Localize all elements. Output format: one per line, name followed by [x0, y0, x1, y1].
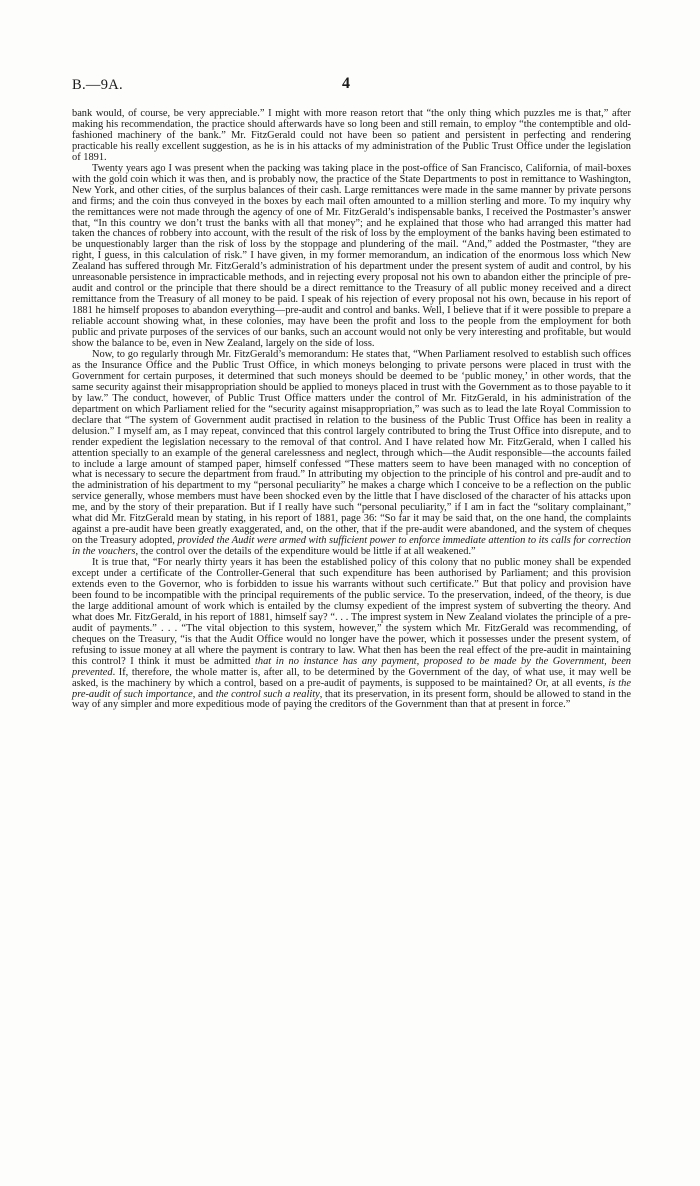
paragraph-4: [72, 558, 631, 711]
text-run: , that its preservation, in its present form, should be allowed to stand in the way of any simpler and more expeditious mode of paying the creditors of the Government than that at present in force.”: [72, 688, 631, 711]
document-reference: B.—9A.: [72, 77, 123, 93]
italic-run: that in no instance has any payment, proposed to be made by the Government, been prevented: [72, 655, 631, 678]
text-run: , the control over the details of the expenditure would be little if at all weakened.”: [135, 546, 476, 558]
paragraph-2: [72, 164, 631, 350]
page-number: 4: [342, 75, 350, 92]
page-header: [72, 77, 632, 97]
text-run: , and: [192, 688, 216, 700]
text-run: bank would, of course, be very appreciable.” I might with more reason retort that “the only thing which puzzles me is that,” after making his recommendation, the practice should afterwards have so long been and still remain, to employ “the contemptible and old-fashioned machinery of the bank.” Mr. FitzGerald could not have been so patient and persistent in perfecting and rendering practicable his really excellent suggestion, as he is in his attacks of my administration of the Public Trust Office under the legislation of 1891.: [72, 108, 631, 163]
italic-run: the control such a reality: [215, 688, 320, 700]
italic-run: provided the Audit were armed with sufficient power to enforce immediate attention to its calls for correction in the vouchers: [72, 535, 631, 558]
paragraph-3: [72, 350, 631, 558]
paragraph-1: [72, 109, 631, 164]
text-run: Twenty years ago I was present when the packing was taking place in the post-office of San Francisco, California, of mail-boxes with the gold coin which it was then, and is probably now, the practice of the State Departments to post in remittance to Washington, New York, and other cities, of the surplus balances of their cash. Large remittances were made in the same manner by private persons and firms; and the coin thus conveyed in the boxes by each mail often amounted to a million sterling and more. To my inquiry why the remittances were not made through the agency of one of Mr. FitzGerald’s indispensable banks, I received the Postmaster’s answer that, “In this country we don’t trust the banks with all that money”; and he explained that those who had arranged this matter had taken the chances of robbery into account, with the result of the risk of loss by the employment of the banks having been estimated to be unquestionably larger than the risk of loss by the stoppage and plundering of the mail. “And,” added the Postmaster, “they are right, I guess, in this calculation of risk.” I have given, in my former memorandum, an indication of the enormous loss which New Zealand has suffered through Mr. FitzGerald’s administration of his department under the present system of audit and control, by his unreasonable persistence in impracticable methods, and in rejecting every proposal not his own to abandon either the principle of pre-audit and control or the principle that there should be a direct remittance to the Treasury of all public money received and a direct remittance from the Treasury of all money to be paid. I speak of his rejection of every proposal not his own, because in his report of 1881 he himself proposes to abandon everything—pre-audit and control and banks. Well, I believe that if it were possible to prepare a reliable account showing what, in these colonies, may have been the profit and loss to the people from the employment for both public and private purposes of the services of our banks, such an account would not only be very interesting and profitable, but would show the balance to be, even in New Zealand, largely on the side of loss.: [72, 162, 631, 350]
text-run: It is true that, “For nearly thirty years it has been the established policy of this colony that no public money shall be expended except under a certificate of the Controller-General that such expenditure has been authorised by Parliament; and this provision extends even to the Governor, who is forbidden to issue his warrants without such certificate.” But that policy and provision have been found to be incompatible with the principal requirements of the public service. To the preservation, indeed, of the theory, is due the large additional amount of work which is entailed by the clumsy expedient of the imprest system of subverting the theory. And what does Mr. FitzGerald, in his report of 1881, himself say? “. . . The imprest system in New Zealand violates the principle of a pre-audit of payments.” . . . “The vital objection to this system, however,” the system which Mr. FitzGerald was recommending, of cheques on the Treasury, “is that the Audit Office would no longer have the power, which it possesses under the present system, of refusing to issue money at all where the payment is contrary to law. What then has been the real effect of the pre-audit in maintaining this control? I think it must be admitted: [72, 557, 631, 667]
text-run: Now, to go regularly through Mr. FitzGerald’s memorandum: He states that, “When Parliament resolved to establish such offices as the Insurance Office and the Public Trust Office, in which moneys belonging to private persons were placed in trust with the Government for certain purposes, it determined that such moneys should be deemed to be ‘public money,’ in other words, that the same security against their misappropriation should be applied to moneys placed in trust with the Government as to those payable to it by law.” The conduct, however, of Public Trust Office matters under the control of Mr. FitzGerald, in his administration of the department on which Parliament relied for the “security against misappropriation,” was such as to lead the late Royal Commission to declare that “The system of Government audit practised in relation to the business of the Public Trust Office has been in reality a delusion.” I myself am, as I may repeat, convinced that this control largely contributed to bring the Trust Office into disrepute, and to render expedient the legislation necessary to the removal of that control. And I have related how Mr. FitzGerald, when I called his attention specially to an example of the general carelessness and neglect, through which—the Audit responsible—the accounts failed to include a large amount of stamped paper, himself confessed “These matters seem to have been managed with no conception of what is necessary to secure the department from fraud.” In attributing my objection to the principle of his control and pre-audit and to the administration of his department to my “personal peculiarity” he makes a charge which I conceive to be a reflection on the public service generally, whose members must have been shocked even by the little that I have disclosed of the character of his attacks upon me, and by the story of their preparation. But if I really have such “personal peculiarity,” if I am in fact the “solitary complainant,” what did Mr. FitzGerald mean by stating, in his report of 1881, page 36: “So far it may be said that, on the one hand, the complaints against a pre-audit have been greatly exaggerated, and, on the other, that if the pre-audit were abandoned, and the system of cheques on the Treasury adopted,: [72, 348, 631, 547]
italic-run: is the pre-audit of such importance: [72, 677, 631, 700]
text-run: . If, therefore, the whole matter is, after all, to be determined by the Government of the day, of what use, it may well be asked, is the machinery by which a control, based on a pre-audit of payments, is supposed to be maintained? Or, at all events,: [72, 666, 631, 689]
body-text: [72, 109, 631, 711]
